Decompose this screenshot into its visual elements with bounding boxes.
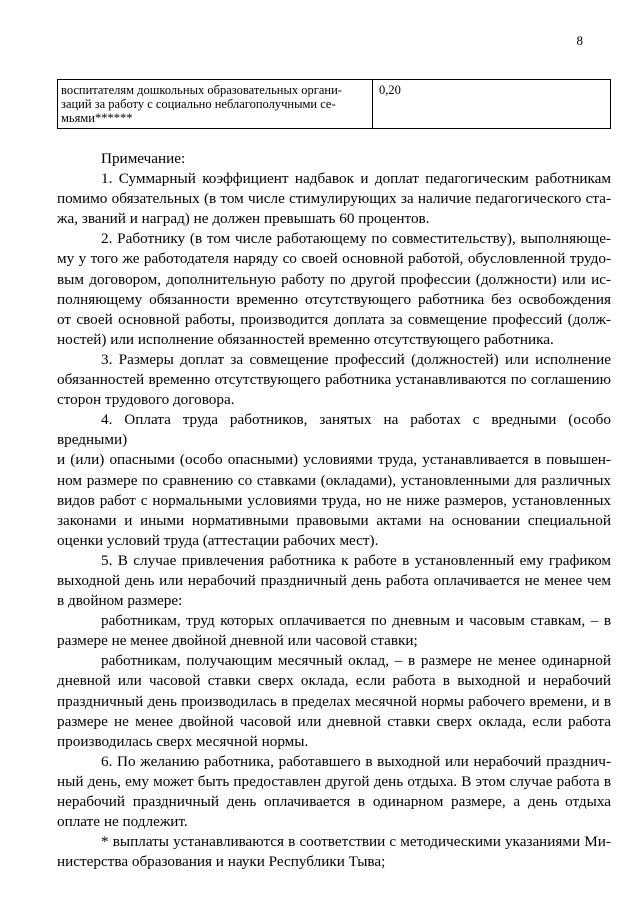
- paragraph-line: 2. Работнику (в том числе работающему по совместительству), выполняюще-: [101, 230, 611, 248]
- paragraph-line: 6. По желанию работника, работавшего в выходной или нерабочий празднич-: [101, 752, 611, 770]
- paragraph-line: ный день, ему может быть предоставлен другой день отдыха. В этом случае работа в: [57, 772, 611, 790]
- paragraph-line: размере не менее двойной дневной или часовой ставки;: [57, 632, 418, 650]
- paragraph-line: выходной день или нерабочий праздничный день работа оплачивается не менее чем: [57, 571, 611, 589]
- paragraph-line: обязанностей временно отсутствующего работника устанавливаются по соглашению: [57, 371, 611, 389]
- paragraph-line: ностей) или исполнение обязанностей временно отсутствующего работника.: [57, 330, 554, 348]
- note-paragraph: [57, 611, 611, 651]
- note-paragraph: [57, 410, 611, 551]
- paragraph-line: производилась сверх месячной нормы.: [57, 732, 309, 750]
- paragraph-line: 1. Суммарный коэффициент надбавок и доплат педагогическим работникам: [101, 170, 611, 188]
- paragraph-line: помимо обязательных (в том числе стимулирующих за наличие педагогического ста-: [57, 190, 611, 208]
- note-paragraph: [57, 229, 611, 350]
- paragraph-line: 5. В случае привлечения работника к работе в установленный ему графиком: [101, 551, 611, 569]
- note-paragraph: [57, 651, 611, 751]
- paragraph-line: вым договором, дополнительную работу по другой профессии (должности) или ис-: [57, 270, 611, 288]
- allowance-table: [57, 79, 611, 129]
- paragraph-line: нистерства образования и науки Республики Тыва;: [57, 853, 386, 871]
- paragraph-line: полняющему обязанности временно отсутствующего работника без освобождения: [57, 290, 611, 308]
- paragraph-line: сторон трудового договора.: [57, 391, 235, 409]
- table-cell-description: [58, 80, 373, 129]
- paragraph-line: праздничный день производилась в пределах месячной нормы рабочего времени, и в: [57, 692, 611, 710]
- table-cell-coefficient: 0,20: [373, 80, 611, 129]
- note-paragraph: [57, 752, 611, 832]
- notes-paragraphs: [57, 169, 611, 872]
- paragraph-line: и (или) опасными (особо опасными) условиями труда, устанавливается в повышен-: [57, 451, 611, 469]
- table-row: [58, 80, 611, 129]
- table-cell-line: воспитателям дошкольных образовательных органи-: [61, 83, 342, 97]
- paragraph-line: 4. Оплата труда работников, занятых на работах с вредными (особо вредными): [57, 411, 611, 449]
- paragraph-line: оплате не подлежит.: [57, 813, 188, 831]
- paragraph-line: в двойном размере:: [57, 592, 183, 610]
- paragraph-line: ном размере по сравнению со ставками (окладами), установленными для различных: [57, 471, 611, 489]
- paragraph-line: работникам, труд которых оплачивается по дневным и часовым ставкам, – в: [101, 612, 611, 630]
- page-number: 8: [576, 33, 583, 48]
- paragraph-line: от своей основной работы, производится доплата за совмещение профессий (долж-: [57, 310, 611, 328]
- paragraph-line: законами и иными нормативными правовыми актами на основании специальной: [57, 511, 611, 529]
- note-paragraph: [57, 832, 611, 872]
- note-paragraph: [57, 350, 611, 410]
- paragraph-line: жа, званий и наград) не должен превышать 60 процентов.: [57, 210, 430, 228]
- paragraph-line: видов работ с нормальными условиями труда, но не ниже размеров, установленных: [57, 491, 611, 509]
- paragraph-line: дневной или часовой ставки сверх оклада, если работа в выходной и нерабочий: [57, 672, 611, 690]
- paragraph-line: работникам, получающим месячный оклад, – в размере не менее одинарной: [101, 652, 611, 670]
- paragraph-line: оценки условий труда (аттестации рабочих мест).: [57, 531, 379, 549]
- note-paragraph: [57, 169, 611, 229]
- paragraph-line: 3. Размеры доплат за совмещение профессий (должностей) или исполнение: [101, 350, 611, 368]
- paragraph-line: размере не менее двойной часовой или дневной ставки сверх оклада, если работа: [57, 712, 611, 730]
- paragraph-line: нерабочий праздничный день оплачивается в одинарном размере, а день отдыха: [57, 793, 611, 810]
- table-cell-line: мьями******: [61, 111, 133, 125]
- note-heading: Примечание:: [101, 150, 186, 167]
- paragraph-line: му у того же работодателя наряду со своей основной работой, обусловленной трудо-: [57, 250, 611, 268]
- note-paragraph: [57, 551, 611, 611]
- table-cell-line: заций за работу с социально неблагополучными се-: [61, 97, 336, 111]
- notes-body: [57, 149, 611, 872]
- paragraph-line: * выплаты устанавливаются в соответствии с методическими указаниями Ми-: [101, 833, 611, 851]
